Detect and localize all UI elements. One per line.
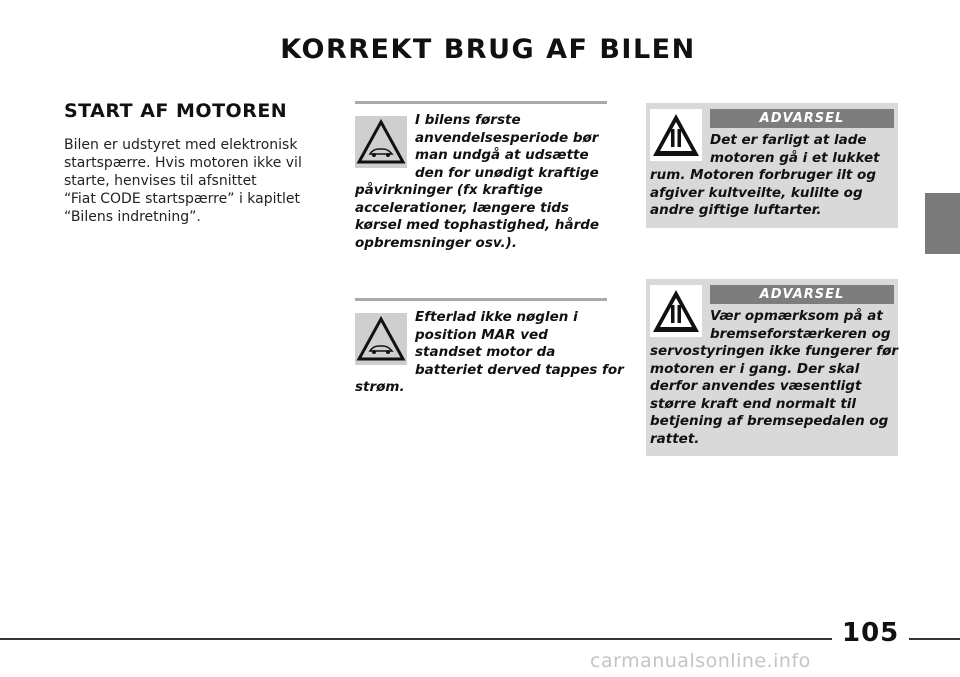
section-title: START AF MOTOREN xyxy=(64,100,288,122)
warning-line: andre giftige luftarter. xyxy=(650,202,822,218)
note-line: batteriet derved tappes for xyxy=(415,361,624,378)
note-line: strøm. xyxy=(355,379,405,395)
warning-line: større kraft end normalt til xyxy=(650,395,857,412)
note-line: anvendelsesperiode bør xyxy=(415,129,599,146)
note-box xyxy=(355,298,624,397)
warning-line: servostyringen ikke fungerer før xyxy=(650,343,899,359)
warning-line: motoren gå i et lukket xyxy=(710,149,880,166)
note-line: Efterlad ikke nøglen i xyxy=(415,309,578,325)
warning-label: ADVARSEL xyxy=(710,285,894,304)
warning-line: Vær opmærksom på at xyxy=(710,308,883,324)
note-line: accelerationer, længere tids xyxy=(355,199,569,216)
warning-box xyxy=(646,103,898,228)
car-warning-icon xyxy=(355,116,407,168)
warning-line: motoren er i gang. Der skal xyxy=(650,360,860,377)
warning-line: betjening af bremsepedalen og xyxy=(650,413,889,429)
body-line: starte, henvises til afsnittet xyxy=(64,173,257,189)
note-line: I bilens første xyxy=(415,112,521,128)
note-line: kørsel med tophastighed, hårde xyxy=(355,217,600,233)
note-line: opbremsninger osv.). xyxy=(355,234,517,251)
note-line: man undgå at udsætte xyxy=(415,147,589,163)
warning-line: Det er farligt at lade xyxy=(710,132,867,148)
warning-line: derfor anvendes væsentligt xyxy=(650,378,862,394)
warning-line: afgiver kultveilte, kulilte og xyxy=(650,184,863,201)
note-line: den for unødigt kraftige xyxy=(415,164,599,181)
body-text xyxy=(64,136,344,226)
warning-line: bremseforstærkeren og xyxy=(710,325,891,342)
footer-rule xyxy=(0,638,960,640)
note-line: påvirkninger (fx kraftige xyxy=(355,182,543,198)
body-line: “Fiat CODE startspærre” i kapitlet xyxy=(64,191,300,207)
note-line: standset motor da xyxy=(415,344,556,360)
warning-line: rum. Motoren forbruger ilt og xyxy=(650,167,876,183)
body-line: Bilen er udstyret med elektronisk xyxy=(64,137,298,153)
chapter-tab xyxy=(925,193,960,254)
warning-label: ADVARSEL xyxy=(710,109,894,128)
body-line: startspærre. Hvis motoren ikke vil xyxy=(64,155,302,171)
note-line: position MAR ved xyxy=(415,326,548,343)
page-number: 105 xyxy=(832,618,909,648)
warning-line: rattet. xyxy=(650,430,700,447)
warning-triangle-icon xyxy=(650,285,702,337)
warning-box xyxy=(646,279,898,456)
body-line: “Bilens indretning”. xyxy=(64,209,201,225)
warning-triangle-icon xyxy=(650,109,702,161)
car-warning-icon xyxy=(355,313,407,365)
page-title: KORREKT BRUG AF BILEN xyxy=(280,34,696,65)
note-box xyxy=(355,101,607,252)
watermark: carmanualsonline.info xyxy=(590,650,811,672)
